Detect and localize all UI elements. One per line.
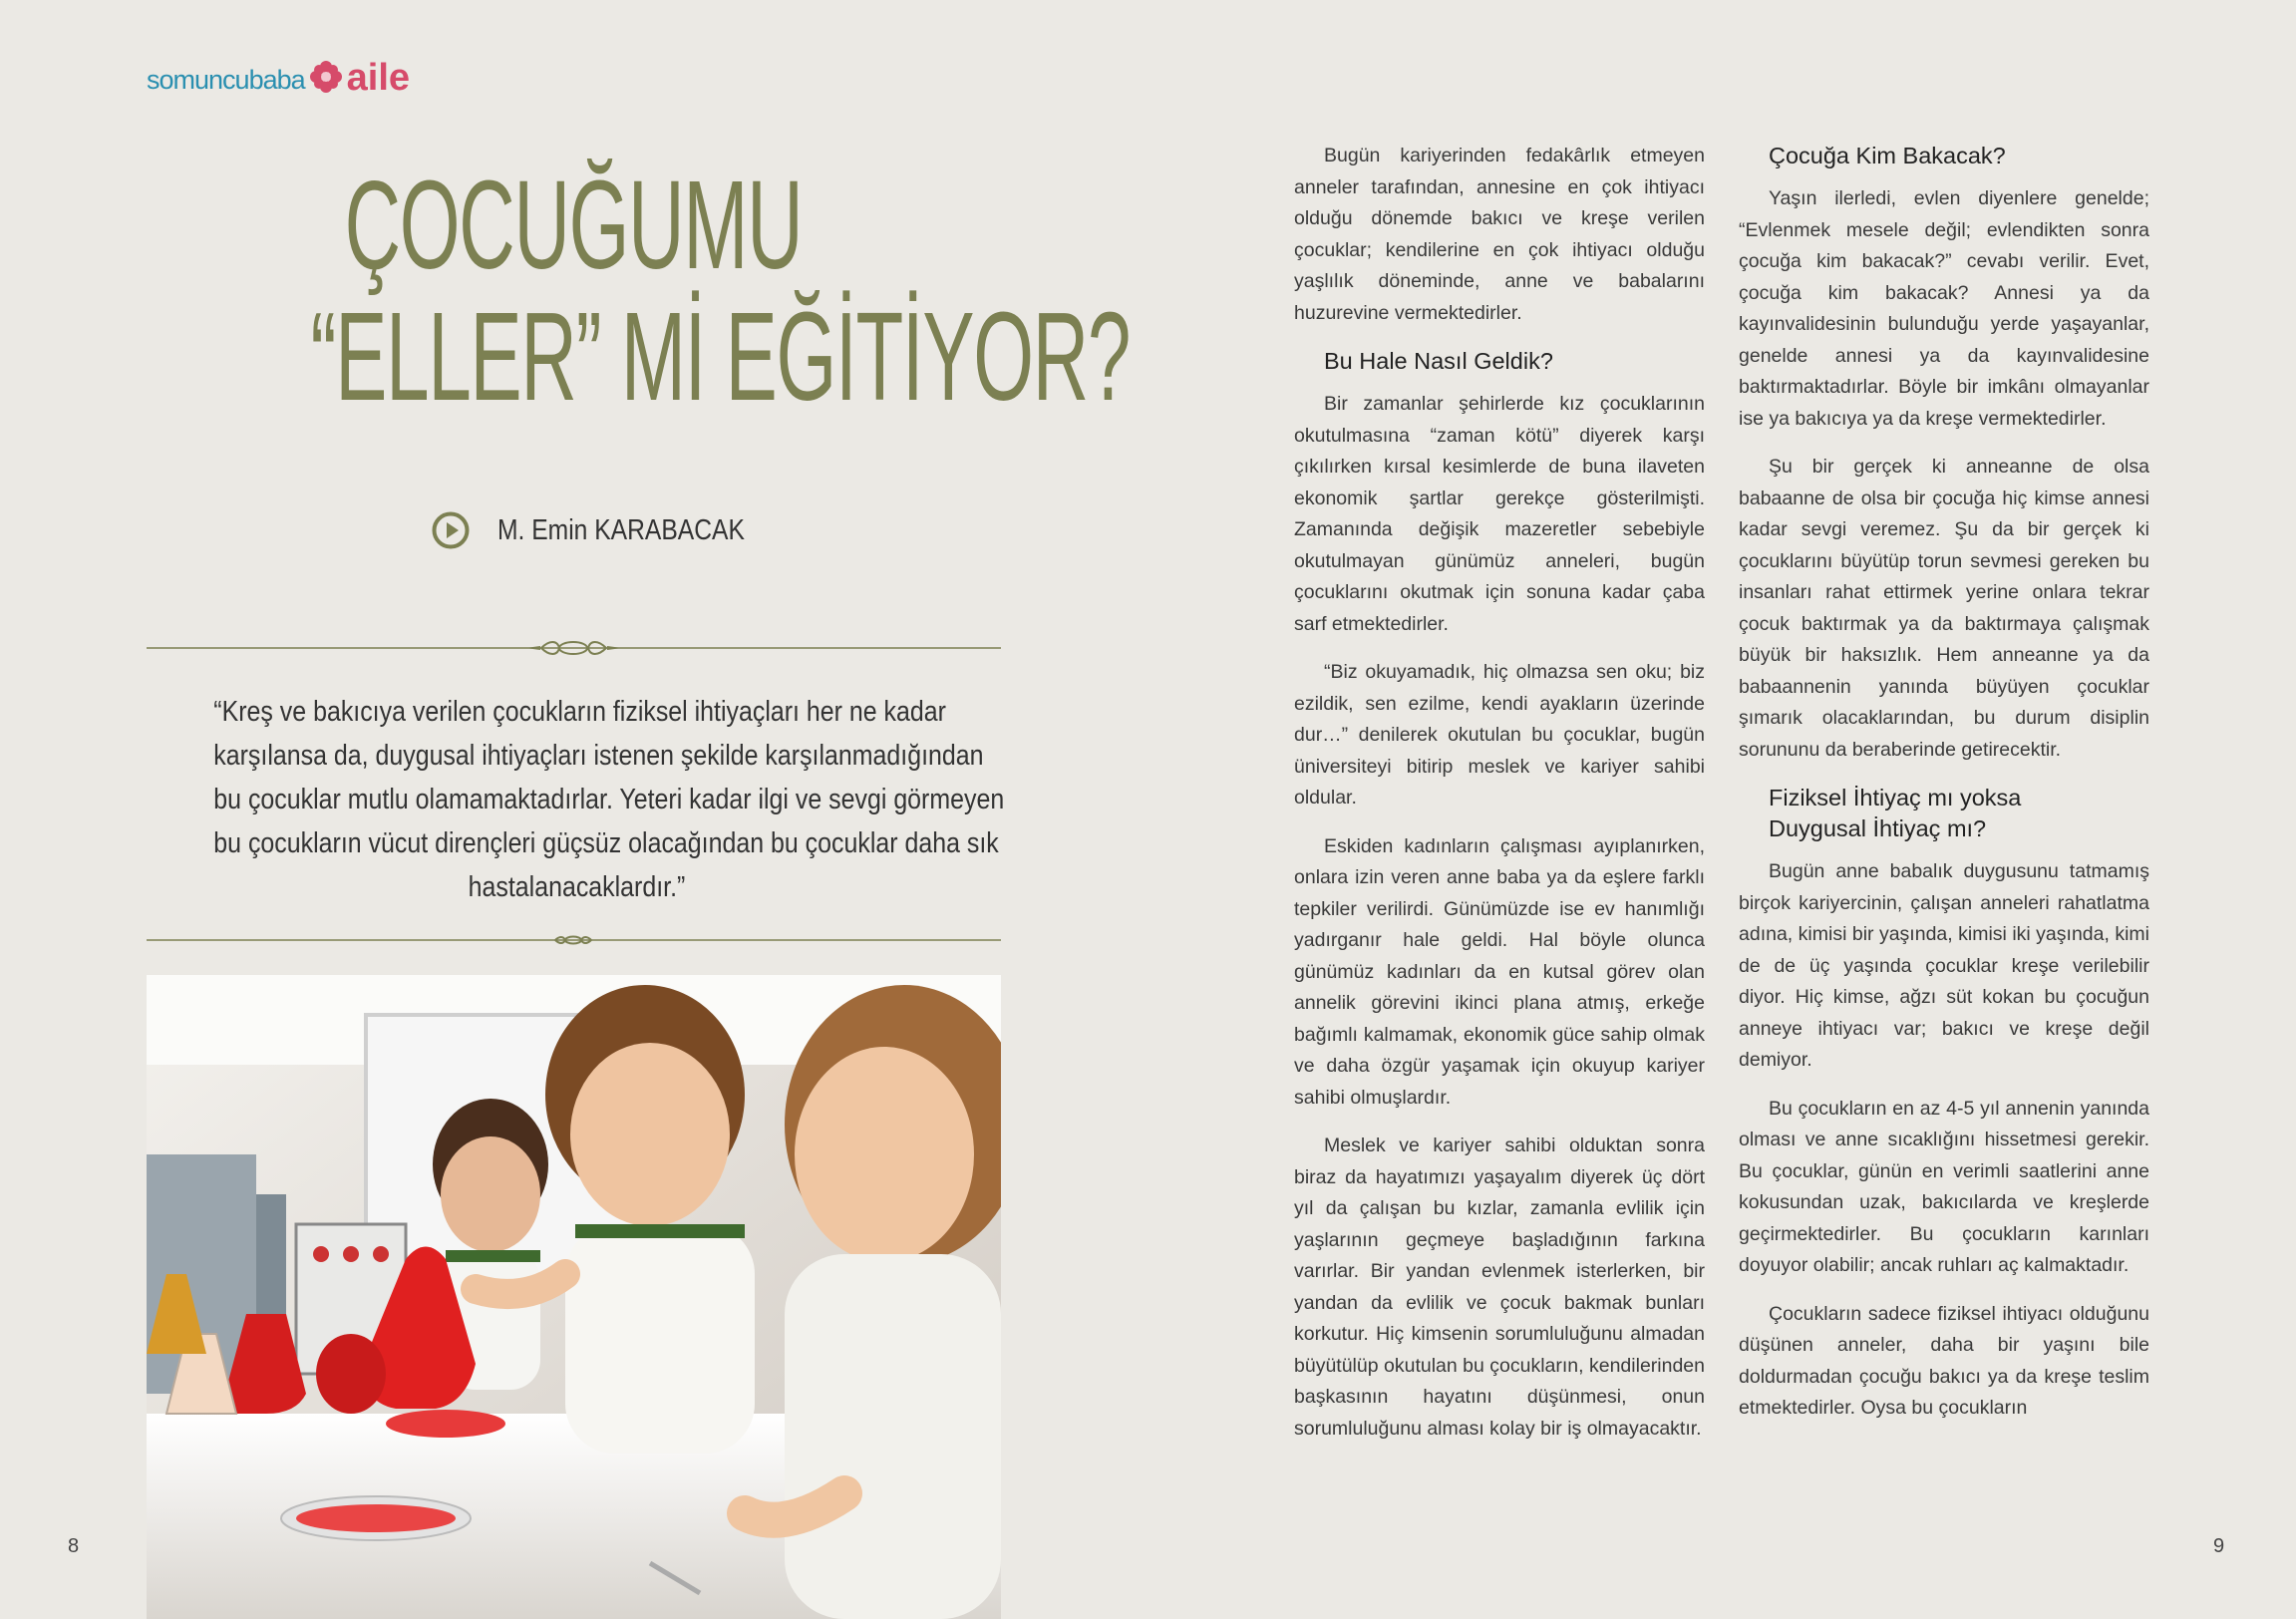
article-title (310, 155, 1131, 427)
section-heading: Bu Hale Nasıl Geldik? (1324, 348, 1553, 374)
magazine-logo (147, 52, 411, 99)
logo-word-somuncu: somuncu (147, 65, 249, 95)
paragraph: Bugün kariyerinden fedakârlık etmeyen anneler tarafından, annesine en çok ihtiyacı olduğu dönemde bakıcı ve kreşe verilen çocuklar; kendilerine en çok ihtiyacı olduğu yaşlılık döneminde, anne ve babalarını huzurevine vermektedirler. (1294, 145, 1705, 324)
quote-line: karşılansa da, duygusal ihtiyaçları istenen şekilde karşılanmadığından (213, 740, 984, 772)
title-line-2: “ELLER” Mİ EĞİTİYOR? (310, 286, 1131, 427)
paragraph: Bu çocukların en az 4-5 yıl annenin yanında olması ve anne sıcaklığını hissetmesi gerekir. Bu çocuklar, günün en verimli saatlerini anne kokusundan uzak, bakıcılarda ve kreşlerde geçirmektedirler. Bu çocukların karınları doyuyor olabilir; ancak ruhları aç kalmaktadır. (1739, 1097, 2149, 1276)
author-byline (431, 510, 789, 550)
paragraph: “Biz okuyamadık, hiç olmazsa sen oku; biz ezildik, sen ezilme, kendi ayakların üzerinde dur…” denilerek okutulan bu çocuklar, bugün üniversiteyi bitirip meslek ve kariyer sahibi oldular. (1294, 661, 1705, 809)
paragraph: Yaşın ilerledi, evlen diyenlere genelde; “Evlenmek mesele değil; evlendikten sonra çocuğa kim bakacak?” cevabı verilir. Evet, çocuğa kim bakacak? Annesi ya da kayınvalidesinin bulunduğu yerde yaşayanlar, genelde annesi ya da kayınvalidesine baktırmaktadırlar. Böyle bir imkânı olmayanlar ise ya bakıcıya ya da kreşe vermektedirler. (1739, 187, 2149, 430)
quote-line: hastalanacaklardır.” (468, 871, 686, 903)
paragraph: Meslek ve kariyer sahibi olduktan sonra biraz da hayatımızı yaşayalım diyerek üç dört yıl da çalışan bu kızlar, zamanla evlilik için yaşlarının geçmeye başladığının farkına varırlar. Bir yandan evlenmek isterlerken, bir yandan da evlilik ve çocuk bakmak bunları korkutur. Hiç kimsenin sorumluluğunu almadan büyütülüp okutulan bu çocukların, kendilerinden başkasının hayatını düşünmesi, onun sorumluluğunu alması kolay bir iş olmayacaktır. (1294, 1134, 1705, 1440)
pull-quote (155, 690, 1005, 909)
quote-line: bu çocuklar mutlu olamamaktadırlar. Yeteri kadar ilgi ve sevgi görmeyen (213, 784, 1005, 815)
ornament-divider-top (147, 638, 1001, 658)
quote-line: “Kreş ve bakıcıya verilen çocukların fiziksel ihtiyaçları her ne kadar (213, 696, 946, 728)
flower-icon (309, 60, 343, 94)
author-name: M. Emin KARABACAK (497, 513, 745, 546)
title-line-1: ÇOCUĞUMU (344, 155, 803, 295)
logo-word-aile: aile (346, 57, 411, 99)
children-chemistry-photo (147, 975, 1001, 1619)
ornament-divider-bottom (147, 930, 1001, 950)
paragraph: Şu bir gerçek ki anneanne de olsa babaanne de olsa bir çocuğa hiç kimse annesi kadar sevgi veremez. Şu da bir gerçek ki çocuklarını büyütüp torun sevmesi gereken bu insanları rahat ettirmek yerine onlara tekrar çocuk baktırmak ya da baktırmaya çalışmak büyük bir haksızlık. Hem anneanne ya da babaannenin yanında büyüyen çocuklar şımarık olacaklarından, bu durum disiplin sorununu da beraberinde getirecektir. (1739, 456, 2149, 761)
section-heading: Çocuğa Kim Bakacak? (1769, 143, 2006, 168)
page-number-right: 9 (2213, 1535, 2225, 1557)
paragraph: Bugün anne babalık duygusunu tatmamış birçok kariyercinin, çalışan anneleri rahatlatma adına, kimisi bir yaşında, kimisi iki yaşında, kimi de de üç yaşında çocuklar kreşe verilebilir diyor. Hiç kimse, ağzı süt kokan bu çocuğun anneye ihtiyacı var; bakıcı ve kreşe değil demiyor. (1739, 860, 2149, 1071)
paragraph: Eskiden kadınların çalışması ayıplanırken, onlara izin veren anne baba ya da eşlere farklı tepkiler verilirdi. Günümüzde ise ev hanımlığı yadırganır hale geldi. Hal böyle olunca günümüz kadınları da en kutsal görev olan annelik görevini ikinci plana atmış, erkeğe bağımlı kalmamak, ekonomik güce sahip olmak ve daha özgür yaşamak için okuyup kariyer sahibi olmuşlardır. (1294, 834, 1705, 1109)
logo-word-baba: baba (248, 65, 305, 95)
play-circle-icon (431, 510, 471, 550)
section-heading (1769, 783, 2149, 844)
heading-line: Duygusal İhtiyaç mı? (1769, 815, 1987, 841)
text-column-1 (1294, 141, 1705, 1461)
heading-line: Fiziksel İhtiyaç mı yoksa (1769, 785, 2022, 810)
text-column-2 (1739, 141, 2149, 1442)
page-number-left: 8 (68, 1535, 80, 1557)
paragraph: Bir zamanlar şehirlerde kız çocuklarının okutulmasına “zaman kötü” diyerek karşı çıkılırken kırsal kesimlerde de buna ilaveten ekonomik şartlar gerekçe gösterilmişti. Zamanında değişik mazeretler sebebiyle okutulmayan günümüz anneleri, bugün çocuklarını okutmak için sonuna kadar çaba sarf etmektedirler. (1294, 393, 1705, 635)
quote-line: bu çocukların vücut dirençleri güçsüz olacağından bu çocuklar daha sık (213, 827, 999, 859)
paragraph: Çocukların sadece fiziksel ihtiyacı olduğunu düşünen anneler, daha bir yaşını bile doldurmadan çocuğu bakıcı ya da kreşe teslim etmektedirler. Oysa bu çocukların (1739, 1302, 2149, 1419)
